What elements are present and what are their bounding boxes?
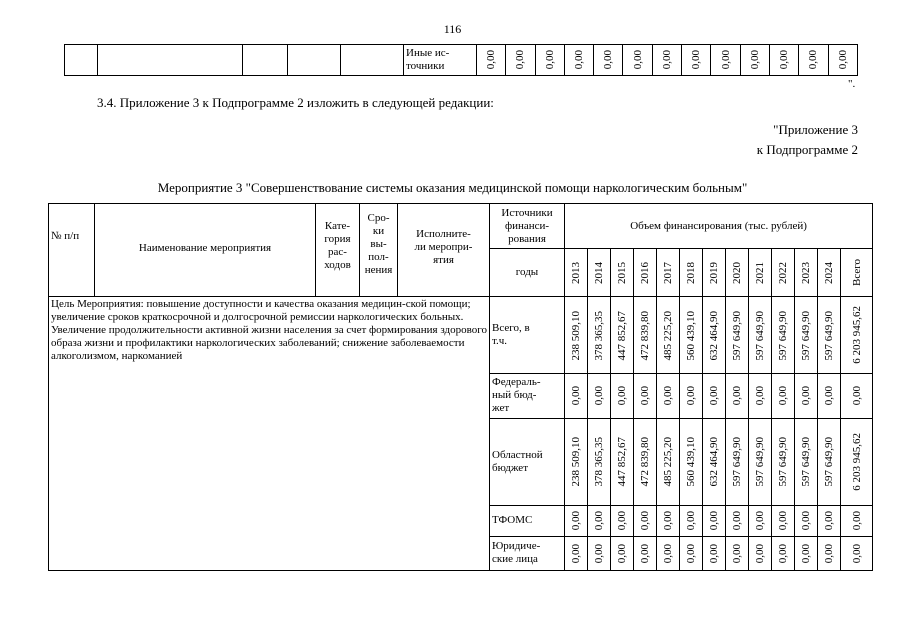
- value-cell: 597 649,90: [818, 297, 841, 374]
- value-cell: 0,00: [588, 536, 611, 570]
- value-cell: 0,00: [680, 374, 703, 418]
- value-cell: 0,00: [795, 505, 818, 536]
- row-label: Областной бюджет: [490, 418, 565, 505]
- value-cell: 0,00: [828, 45, 857, 76]
- value-cell: 0,00: [657, 536, 680, 570]
- value-cell: 0,00: [565, 505, 588, 536]
- row-label: Юридиче- ские лица: [490, 536, 565, 570]
- year-header: 2023: [795, 249, 818, 297]
- closing-quote: ".: [848, 78, 856, 90]
- value-cell: 447 852,67: [611, 418, 634, 505]
- empty-cell: [288, 45, 341, 76]
- empty-cell: [65, 45, 98, 76]
- value-cell: 597 649,90: [772, 418, 795, 505]
- value-cell: 0,00: [795, 536, 818, 570]
- header-sources: Источники финанси- рования: [490, 204, 565, 249]
- value-cell: 597 649,90: [726, 418, 749, 505]
- value-cell: 0,00: [506, 45, 535, 76]
- value-cell: 0,00: [799, 45, 828, 76]
- value-cell: 0,00: [634, 505, 657, 536]
- value-cell: 597 649,90: [772, 297, 795, 374]
- value-cell: 0,00: [703, 374, 726, 418]
- year-header: 2016: [634, 249, 657, 297]
- value-cell: 0,00: [680, 505, 703, 536]
- goal-text: Цель Мероприятия: повышение доступности и качества оказания медицин-ской помощи; увеличение сроков краткосрочной и долгосрочной ремиссии наркологических больных. Увеличение продолжительности активной жизни населения за счет формирования здорового образа жизни и профилактики наркологических заболеваний; снижение заболеваемости алкоголизмом, наркоманией: [49, 297, 490, 571]
- value-cell: 632 464,90: [703, 418, 726, 505]
- value-cell: 378 365,35: [588, 418, 611, 505]
- value-cell: 0,00: [611, 505, 634, 536]
- value-cell: 0,00: [634, 374, 657, 418]
- value-cell: 560 439,10: [680, 418, 703, 505]
- value-cell: 0,00: [841, 505, 873, 536]
- value-cell: 0,00: [740, 45, 769, 76]
- value-cell: 0,00: [795, 374, 818, 418]
- value-cell: 485 225,20: [657, 297, 680, 374]
- value-cell: 238 509,10: [565, 418, 588, 505]
- year-header: 2015: [611, 249, 634, 297]
- value-cell: 0,00: [749, 374, 772, 418]
- year-header: 2019: [703, 249, 726, 297]
- value-cell: 597 649,90: [795, 297, 818, 374]
- value-cell: 0,00: [634, 536, 657, 570]
- value-cell: 0,00: [769, 45, 798, 76]
- value-cell: 0,00: [682, 45, 711, 76]
- row-label: ТФОМС: [490, 505, 565, 536]
- value-cell: 0,00: [657, 505, 680, 536]
- measure-title: Мероприятие 3 "Совершенствование системы оказания медицинской помощи наркологическим больным": [157, 180, 748, 195]
- value-cell: 0,00: [841, 374, 873, 418]
- value-cell: 0,00: [772, 505, 795, 536]
- value-cell: 632 464,90: [703, 297, 726, 374]
- year-header: 2017: [657, 249, 680, 297]
- appendix-line-1: "Приложение 3: [773, 122, 858, 137]
- value-cell: 6 203 945,62: [841, 297, 873, 374]
- value-cell: 6 203 945,62: [841, 418, 873, 505]
- value-cell: 0,00: [818, 374, 841, 418]
- empty-cell: [243, 45, 288, 76]
- financing-table: [48, 203, 873, 571]
- page-number: 116: [443, 22, 462, 36]
- value-cell: 0,00: [726, 374, 749, 418]
- value-cell: 0,00: [726, 536, 749, 570]
- year-header: 2024: [818, 249, 841, 297]
- header-category: Кате- гория рас- ходов: [316, 204, 360, 297]
- year-header: Всего: [841, 249, 873, 297]
- year-header: 2020: [726, 249, 749, 297]
- value-cell: 0,00: [565, 536, 588, 570]
- value-cell: 0,00: [588, 374, 611, 418]
- value-cell: 597 649,90: [818, 418, 841, 505]
- continuation-table: [64, 44, 858, 76]
- header-name: Наименование мероприятия: [95, 204, 316, 297]
- header-volume: Объем финансирования (тыс. рублей): [565, 204, 873, 249]
- year-header: 2014: [588, 249, 611, 297]
- appendix-line-2: к Подпрограмме 2: [756, 142, 858, 157]
- source-label: Иные ис- точники: [404, 45, 477, 76]
- row-label: Федераль- ный бюд- жет: [490, 374, 565, 418]
- year-header: 2021: [749, 249, 772, 297]
- value-cell: 0,00: [565, 374, 588, 418]
- value-cell: 0,00: [726, 505, 749, 536]
- header-terms: Сро- ки вы- пол- нения: [360, 204, 398, 297]
- header-num: № п/п: [49, 204, 95, 297]
- value-cell: 0,00: [711, 45, 740, 76]
- value-cell: 0,00: [703, 536, 726, 570]
- year-header: 2018: [680, 249, 703, 297]
- value-cell: 0,00: [749, 505, 772, 536]
- value-cell: 597 649,90: [749, 297, 772, 374]
- empty-cell: [341, 45, 404, 76]
- value-cell: 0,00: [818, 536, 841, 570]
- value-cell: 0,00: [564, 45, 593, 76]
- value-cell: 0,00: [623, 45, 652, 76]
- value-cell: 0,00: [611, 374, 634, 418]
- value-cell: 0,00: [657, 374, 680, 418]
- value-cell: 0,00: [772, 374, 795, 418]
- value-cell: 0,00: [703, 505, 726, 536]
- value-cell: 0,00: [588, 505, 611, 536]
- value-cell: 597 649,90: [726, 297, 749, 374]
- header-executors: Исполните- ли меропри- ятия: [398, 204, 490, 297]
- value-cell: 0,00: [594, 45, 623, 76]
- value-cell: 0,00: [818, 505, 841, 536]
- amendment-paragraph: 3.4. Приложение 3 к Подпрограмме 2 изложить в следующей редакции:: [97, 95, 494, 110]
- value-cell: 0,00: [535, 45, 564, 76]
- value-cell: 0,00: [680, 536, 703, 570]
- value-cell: 0,00: [772, 536, 795, 570]
- value-cell: 0,00: [611, 536, 634, 570]
- value-cell: 0,00: [652, 45, 681, 76]
- value-cell: 378 365,35: [588, 297, 611, 374]
- value-cell: 0,00: [749, 536, 772, 570]
- value-cell: 472 839,80: [634, 418, 657, 505]
- value-cell: 0,00: [477, 45, 506, 76]
- value-cell: 447 852,67: [611, 297, 634, 374]
- value-cell: 597 649,90: [795, 418, 818, 505]
- year-header: 2022: [772, 249, 795, 297]
- value-cell: 485 225,20: [657, 418, 680, 505]
- empty-cell: [98, 45, 243, 76]
- row-label: Всего, в т.ч.: [490, 297, 565, 374]
- year-header: 2013: [565, 249, 588, 297]
- value-cell: 560 439,10: [680, 297, 703, 374]
- value-cell: 472 839,80: [634, 297, 657, 374]
- header-years-label: годы: [490, 249, 565, 297]
- value-cell: 597 649,90: [749, 418, 772, 505]
- table-row: [49, 297, 873, 374]
- value-cell: 238 509,10: [565, 297, 588, 374]
- value-cell: 0,00: [841, 536, 873, 570]
